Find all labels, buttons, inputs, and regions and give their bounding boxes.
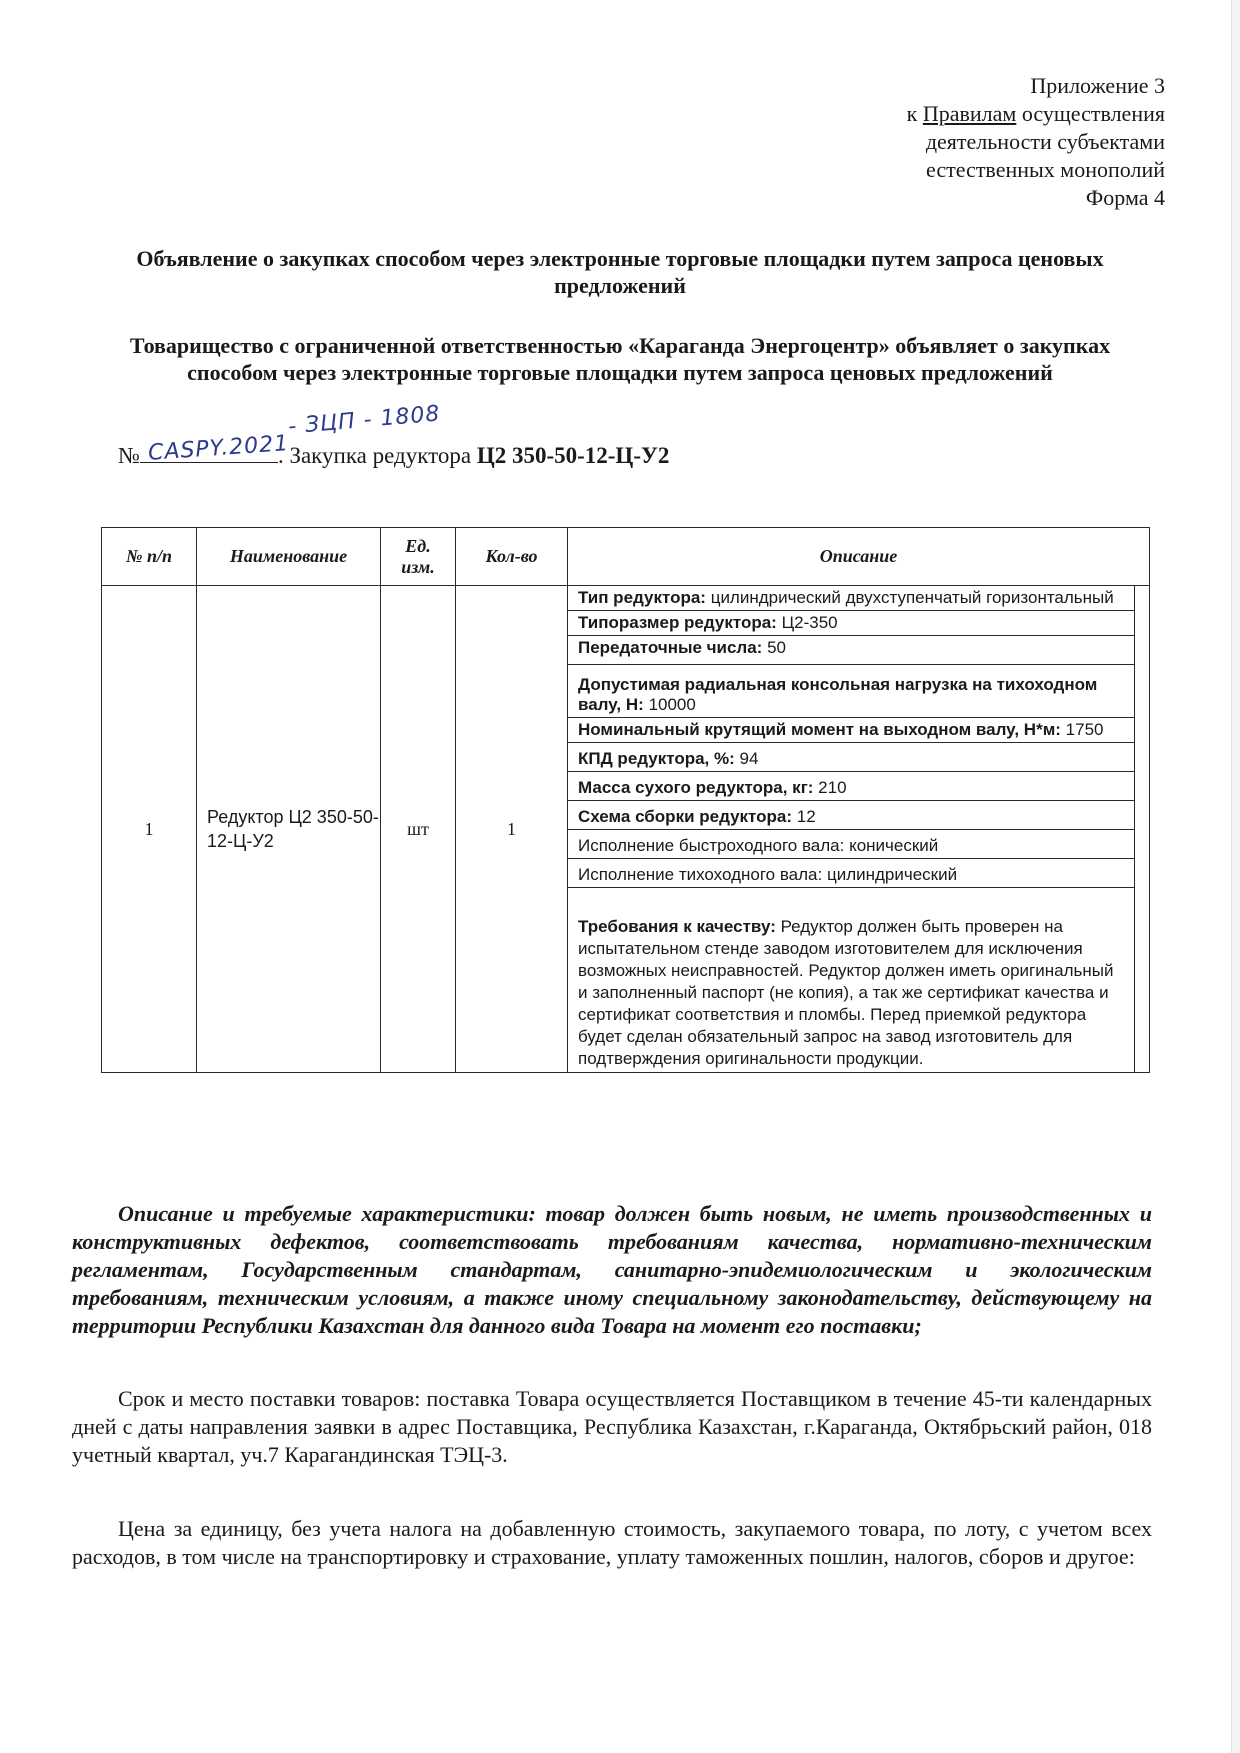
delivery-paragraph: Срок и место поставки товаров: поставка Товара осуществляется Поставщиком в течение 45-ти календарных дней с даты направления заявки в адрес Поставщика, Республика Казахстан, г.Караганда, Октябрьский район, 018 учетный квартал, уч.7 Карагандинская ТЭЦ-3. [72,1386,1152,1467]
col-description: Описание [568,528,1150,586]
spec-mass: Масса сухого редуктора, кг: 210 [568,772,1134,801]
spec-efficiency: КПД редуктора, %: 94 [568,743,1134,772]
handwritten-number-part1: CASPY.2021 [147,431,290,466]
appendix-line-2: к Правилам осуществления [906,101,1165,126]
rules-link[interactable]: Правилам [922,101,1017,126]
spec-fast-shaft: Исполнение быстроходного вала: конический [568,830,1134,859]
col-number: № п/п [102,528,197,586]
spec-slow-shaft: Исполнение тихоходного вала: цилиндрический [568,859,1134,888]
spec-ratio: Передаточные числа: 50 [568,636,1134,665]
table-header-row [102,528,1150,586]
row-name: Редуктор Ц2 350-50-12-Ц-У2 [197,586,381,1073]
appendix-line-4: естественных монополий [926,157,1165,182]
appendix-header [907,72,1165,212]
table-row [102,586,1150,1073]
row-number: 1 [102,586,197,1073]
spec-quality: Требования к качеству: Редуктор должен быть проверен на испытательном стенде заводом изготовителем для исключения возможных неисправностей. Редуктор должен иметь оригинальный и заполненный паспорт (не копия), а так же сертификат качества и сертификат соответствия и пломбы. Перед приемкой редуктора будет сделан обязательный запрос на завод изготовитель для подтверждения оригинальности продукции. [578,917,1114,1068]
price-paragraph: Цена за единицу, без учета налога на добавленную стоимость, закупаемого товара, по лоту, с учетом всех расходов, в том числе на транспортировку и страхование, уплату таможенных пошлин, налогов, сборов и другое: [72,1516,1152,1569]
col-quantity: Кол-во [456,528,568,586]
form-number: Форма 4 [1085,185,1165,210]
appendix-line-1: Приложение 3 [1030,73,1165,98]
appendix-line-3: деятельности субъектами [925,129,1165,154]
product-code: Ц2 350-50-12-Ц-У2 [476,443,670,468]
procurement-line: № . Закупка редуктора Ц2 350-50-12-Ц-У2 [118,440,669,469]
spec-size: Типоразмер редуктора: Ц2-350 [568,611,1134,636]
handwritten-number-part2: - ЗЦП - 1808 [287,401,442,440]
announcement-title: Объявление о закупках способом через электронные торговые площадки путем запроса ценовых предложений [136,246,1104,298]
number-blank [140,440,278,463]
company-announcement: Товарищество с ограниченной ответственностью «Караганда Энергоцентр» объявляет о закупках способом через электронные торговые площадки путем запроса ценовых предложений [129,333,1111,385]
spec-radial-load: Допустимая радиальная консольная нагрузка на тихоходном валу, Н: 10000 [568,665,1134,718]
col-name: Наименование [197,528,381,586]
row-unit: шт [381,586,456,1073]
spec-table [101,527,1150,1073]
row-description [568,586,1150,1073]
scan-edge [1231,0,1240,1753]
requirements-paragraph: Описание и требуемые характеристики: товар должен быть новым, не иметь производственных и конструктивных дефектов, соответствовать требованиям качества, нормативно-техническим регламентам, Государственным стандартам, санитарно-эпидемиологическим и экологическим требованиям, техническим условиям, а также иному специальному законодательству, действующему на территории Республики Казахстан для данного вида Товара на момент его поставки; [72,1201,1152,1338]
spec-torque: Номинальный крутящий момент на выходном валу, Н*м: 1750 [568,718,1134,743]
spec-assembly: Схема сборки редуктора: 12 [568,801,1134,830]
row-quantity: 1 [456,586,568,1073]
col-unit: Ед. изм. [381,528,456,586]
spec-gearbox-type: Тип редуктора: цилиндрический двухступенчатый горизонтальный [568,586,1134,611]
